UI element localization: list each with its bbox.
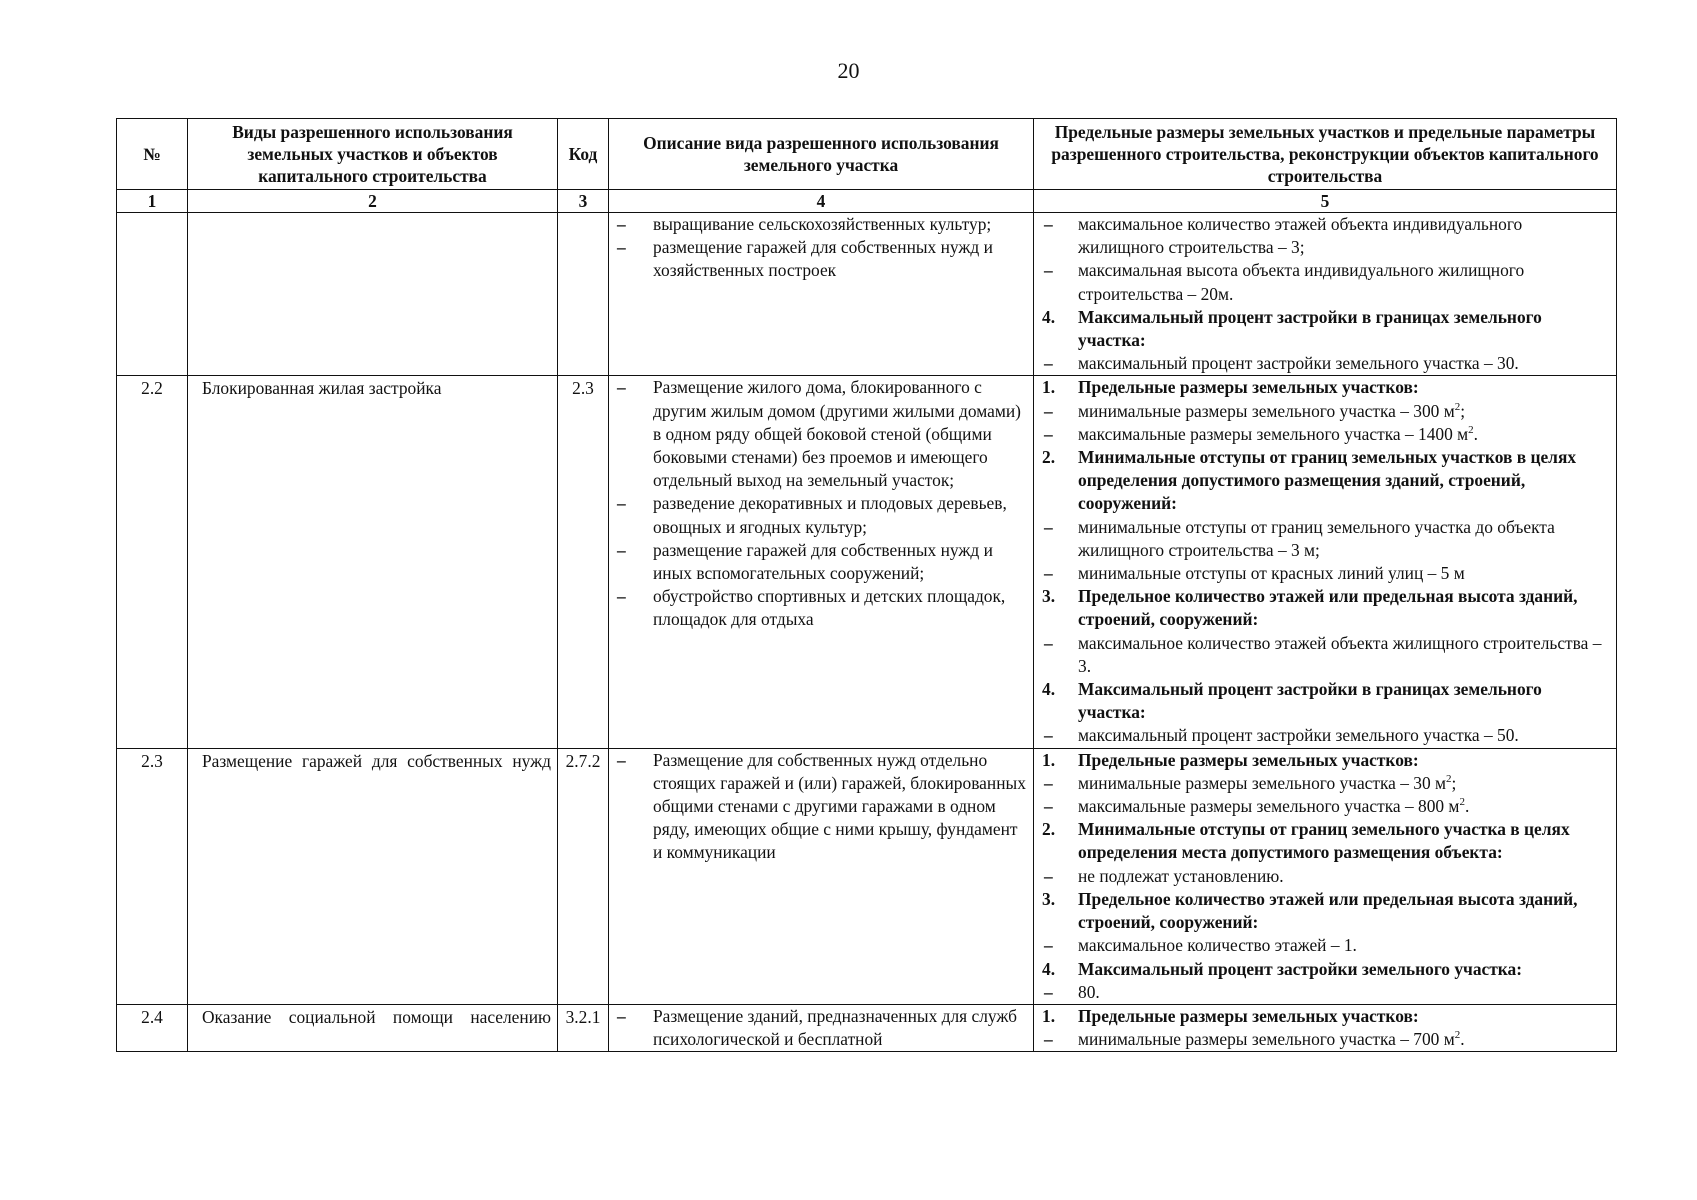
land-use-kind <box>188 213 558 376</box>
parameter-marker: 2. <box>1042 447 1056 468</box>
land-use-code: 2.3 <box>558 376 609 748</box>
parameter-text: минимальные размеры земельного участка – 700 м <box>1078 1029 1455 1050</box>
table-row <box>117 1004 1617 1051</box>
parameter-marker: – <box>1044 1029 1053 1050</box>
header-kind: Виды разрешенного использования земельных участков и объектов капитального строительства <box>188 119 558 190</box>
parameter-tail: . <box>1473 423 1478 444</box>
parameter-text: максимальный процент застройки земельного участка – 30. <box>1078 353 1519 374</box>
column-number: 3 <box>558 190 609 213</box>
column-number: 1 <box>117 190 188 213</box>
parameter-item <box>1044 400 1610 423</box>
parameter-marker: – <box>1044 772 1053 793</box>
parameter-text: Предельное количество этажей или предельная высота зданий, строений, сооружений: <box>1078 888 1578 933</box>
land-use-description <box>609 748 1034 1004</box>
parameter-item <box>1044 516 1610 562</box>
parameter-item <box>1044 772 1610 795</box>
parameter-text: 80. <box>1078 981 1100 1002</box>
column-number-row <box>117 190 1617 213</box>
parameters-list <box>1034 213 1616 375</box>
parameter-marker: – <box>1044 632 1053 653</box>
description-item: – обустройство спортивных и детских площадок, площадок для отдыха <box>653 585 1027 631</box>
land-use-description <box>609 1004 1034 1051</box>
parameter-text: Минимальные отступы от границ земельного участка в целях определения места допустимого размещения объекта: <box>1078 819 1570 863</box>
land-use-code <box>558 213 609 376</box>
parameter-tail: ; <box>1451 772 1457 793</box>
parameter-marker: – <box>1044 725 1053 746</box>
parameter-text: Предельное количество этажей или предельная высота зданий, строений, сооружений: <box>1078 586 1578 630</box>
description-item: – выращивание сельскохозяйственных культур; <box>653 213 1027 236</box>
parameters-list <box>1034 376 1616 747</box>
parameter-item <box>1044 213 1610 259</box>
land-use-description <box>609 376 1034 748</box>
parameter-text: максимальная высота объекта индивидуального жилищного строительства – 20м. <box>1078 260 1525 304</box>
parameter-marker: – <box>1044 260 1053 281</box>
parameter-text: минимальные размеры земельного участка – 30 м <box>1078 772 1447 793</box>
superscript: 2 <box>1468 424 1474 437</box>
header-no: № <box>117 119 188 190</box>
land-use-kind: Блокированная жилая застройка <box>188 376 558 748</box>
parameter-text: Максимальный процент застройки земельного участка: <box>1078 958 1523 979</box>
superscript: 2 <box>1459 796 1465 809</box>
land-use-code: 2.7.2 <box>558 748 609 1004</box>
parameter-text: максимальное количество этажей объекта жилищного строительства – 3. <box>1078 632 1602 676</box>
parameter-text: максимальный процент застройки земельного участка – 50. <box>1078 725 1519 746</box>
parameter-item <box>1044 934 1610 957</box>
parameter-tail: . <box>1464 796 1470 817</box>
column-number: 4 <box>609 190 1034 213</box>
land-use-parameters <box>1034 376 1617 748</box>
parameter-text: Предельные размеры земельных участков: <box>1078 749 1419 770</box>
row-number: 2.2 <box>117 376 188 748</box>
parameter-marker: – <box>1044 516 1053 537</box>
parameter-marker: – <box>1044 423 1053 444</box>
header-params: Предельные размеры земельных участков и предельные параметры разрешенного строительства, реконструкции объектов капитального строительства <box>1034 119 1617 190</box>
parameter-marker: 4. <box>1042 306 1056 327</box>
column-number: 5 <box>1034 190 1617 213</box>
table-row <box>117 376 1617 748</box>
parameter-heading <box>1042 749 1610 772</box>
parameter-marker: 1. <box>1042 1005 1056 1026</box>
description-item: – Размещение зданий, предназначенных для служб психологической и бесплатной <box>653 1005 1027 1051</box>
parameter-item <box>1044 352 1610 375</box>
parameter-heading <box>1042 1005 1610 1028</box>
parameter-marker: 3. <box>1042 888 1056 909</box>
parameter-text: Максимальный процент застройки в границах земельного участка: <box>1078 679 1542 723</box>
parameter-marker: – <box>1044 214 1053 234</box>
parameter-marker: – <box>1044 563 1053 584</box>
parameter-marker: – <box>1044 400 1053 421</box>
parameter-marker: – <box>1044 796 1053 817</box>
table-row <box>117 213 1617 376</box>
parameter-text: максимальное количество этажей объекта индивидуального жилищного строительства – 3; <box>1078 214 1523 258</box>
table-body <box>117 213 1617 1052</box>
parameter-marker: – <box>1044 935 1053 956</box>
parameters-list <box>1034 1005 1616 1051</box>
parameter-heading <box>1042 306 1610 352</box>
parameter-item <box>1044 724 1610 747</box>
parameter-item <box>1044 259 1610 305</box>
column-number: 2 <box>188 190 558 213</box>
description-list <box>609 213 1033 283</box>
parameter-marker: 4. <box>1042 679 1056 700</box>
header-code: Код <box>558 119 609 190</box>
land-use-description <box>609 213 1034 376</box>
parameter-text: не подлежат установлению. <box>1078 865 1284 886</box>
parameter-text: минимальные отступы от границ земельного участка до объекта жилищного строительства – 3 м; <box>1078 516 1555 560</box>
parameter-text: Предельные размеры земельных участков: <box>1078 1005 1419 1026</box>
land-use-code: 3.2.1 <box>558 1004 609 1051</box>
parameter-text: максимальные размеры земельного участка – 1400 м <box>1078 423 1469 444</box>
parameter-marker: 1. <box>1042 377 1056 398</box>
row-number <box>117 213 188 376</box>
description-list <box>609 1005 1033 1051</box>
parameter-item <box>1044 632 1610 678</box>
description-list <box>609 749 1033 865</box>
parameter-heading <box>1042 958 1610 981</box>
land-use-kind: Оказание социальной помощи населению <box>188 1004 558 1051</box>
land-use-kind: Размещение гаражей для собственных нужд <box>188 748 558 1004</box>
description-item: – разведение декоративных и плодовых деревьев, овощных и ягодных культур; <box>653 492 1027 538</box>
parameter-heading <box>1042 888 1610 934</box>
description-list <box>609 376 1033 631</box>
description-item: – размещение гаражей для собственных нужд и хозяйственных построек <box>653 236 1027 282</box>
parameter-marker: – <box>1044 353 1053 374</box>
superscript: 2 <box>1454 400 1461 413</box>
parameter-marker: 2. <box>1042 819 1056 840</box>
parameter-marker: – <box>1044 865 1053 886</box>
parameter-text: максимальные размеры земельного участка – 800 м <box>1078 796 1460 817</box>
parameter-item <box>1044 865 1610 888</box>
description-item: – размещение гаражей для собственных нужд и иных вспомогательных сооружений; <box>653 539 1027 585</box>
parameter-text: максимальное количество этажей – 1. <box>1078 935 1357 956</box>
parameter-heading <box>1042 585 1610 631</box>
parameters-list <box>1034 749 1616 1004</box>
parameter-text: Предельные размеры земельных участков: <box>1078 377 1419 398</box>
land-use-parameters <box>1034 1004 1617 1051</box>
land-use-table <box>116 118 1617 1052</box>
parameter-item <box>1044 423 1610 446</box>
parameter-marker: 1. <box>1042 749 1056 770</box>
parameter-tail: . <box>1460 1029 1465 1050</box>
parameter-heading <box>1042 818 1610 864</box>
parameter-tail: ; <box>1460 400 1466 421</box>
row-number: 2.4 <box>117 1004 188 1051</box>
parameter-item <box>1044 1028 1610 1051</box>
parameter-text: минимальные размеры земельного участка – 300 м <box>1078 400 1455 421</box>
parameter-item <box>1044 562 1610 585</box>
description-item: – Размещение жилого дома, блокированного с другим жилым домом (другими жилыми домами) в одном ряду общей боковой стеной (общими боковыми стенами) без проемов и имеющего отдельный выход на земельный участок; <box>653 376 1027 492</box>
parameter-heading <box>1042 446 1610 516</box>
header-desc: Описание вида разрешенного использования земельного участка <box>609 119 1034 190</box>
parameter-marker: 3. <box>1042 586 1056 607</box>
parameter-text: Максимальный процент застройки в границах земельного участка: <box>1078 306 1542 351</box>
superscript: 2 <box>1446 773 1452 786</box>
land-use-parameters <box>1034 748 1617 1004</box>
parameter-marker: 4. <box>1042 958 1056 979</box>
row-number: 2.3 <box>117 748 188 1004</box>
page-number: 20 <box>837 58 860 83</box>
parameter-heading <box>1042 678 1610 724</box>
parameter-text: Минимальные отступы от границ земельных участков в целях определения допустимого размещения зданий, строений, сооружений: <box>1078 447 1577 514</box>
table-row <box>117 748 1617 1004</box>
parameter-item <box>1044 981 1610 1004</box>
land-use-parameters <box>1034 213 1617 376</box>
description-item: – Размещение для собственных нужд отдельно стоящих гаражей и (или) гаражей, блокированных общими стенами с другими гаражами в одном ряду, имеющих общие с ними крышу, фундамент и коммуникации <box>653 749 1027 865</box>
superscript: 2 <box>1454 1029 1461 1042</box>
header-row <box>117 119 1617 190</box>
parameter-marker: – <box>1044 981 1053 1002</box>
parameter-item <box>1044 795 1610 818</box>
parameter-text: минимальные отступы от красных линий улиц – 5 м <box>1078 563 1465 584</box>
parameter-heading <box>1042 376 1610 399</box>
